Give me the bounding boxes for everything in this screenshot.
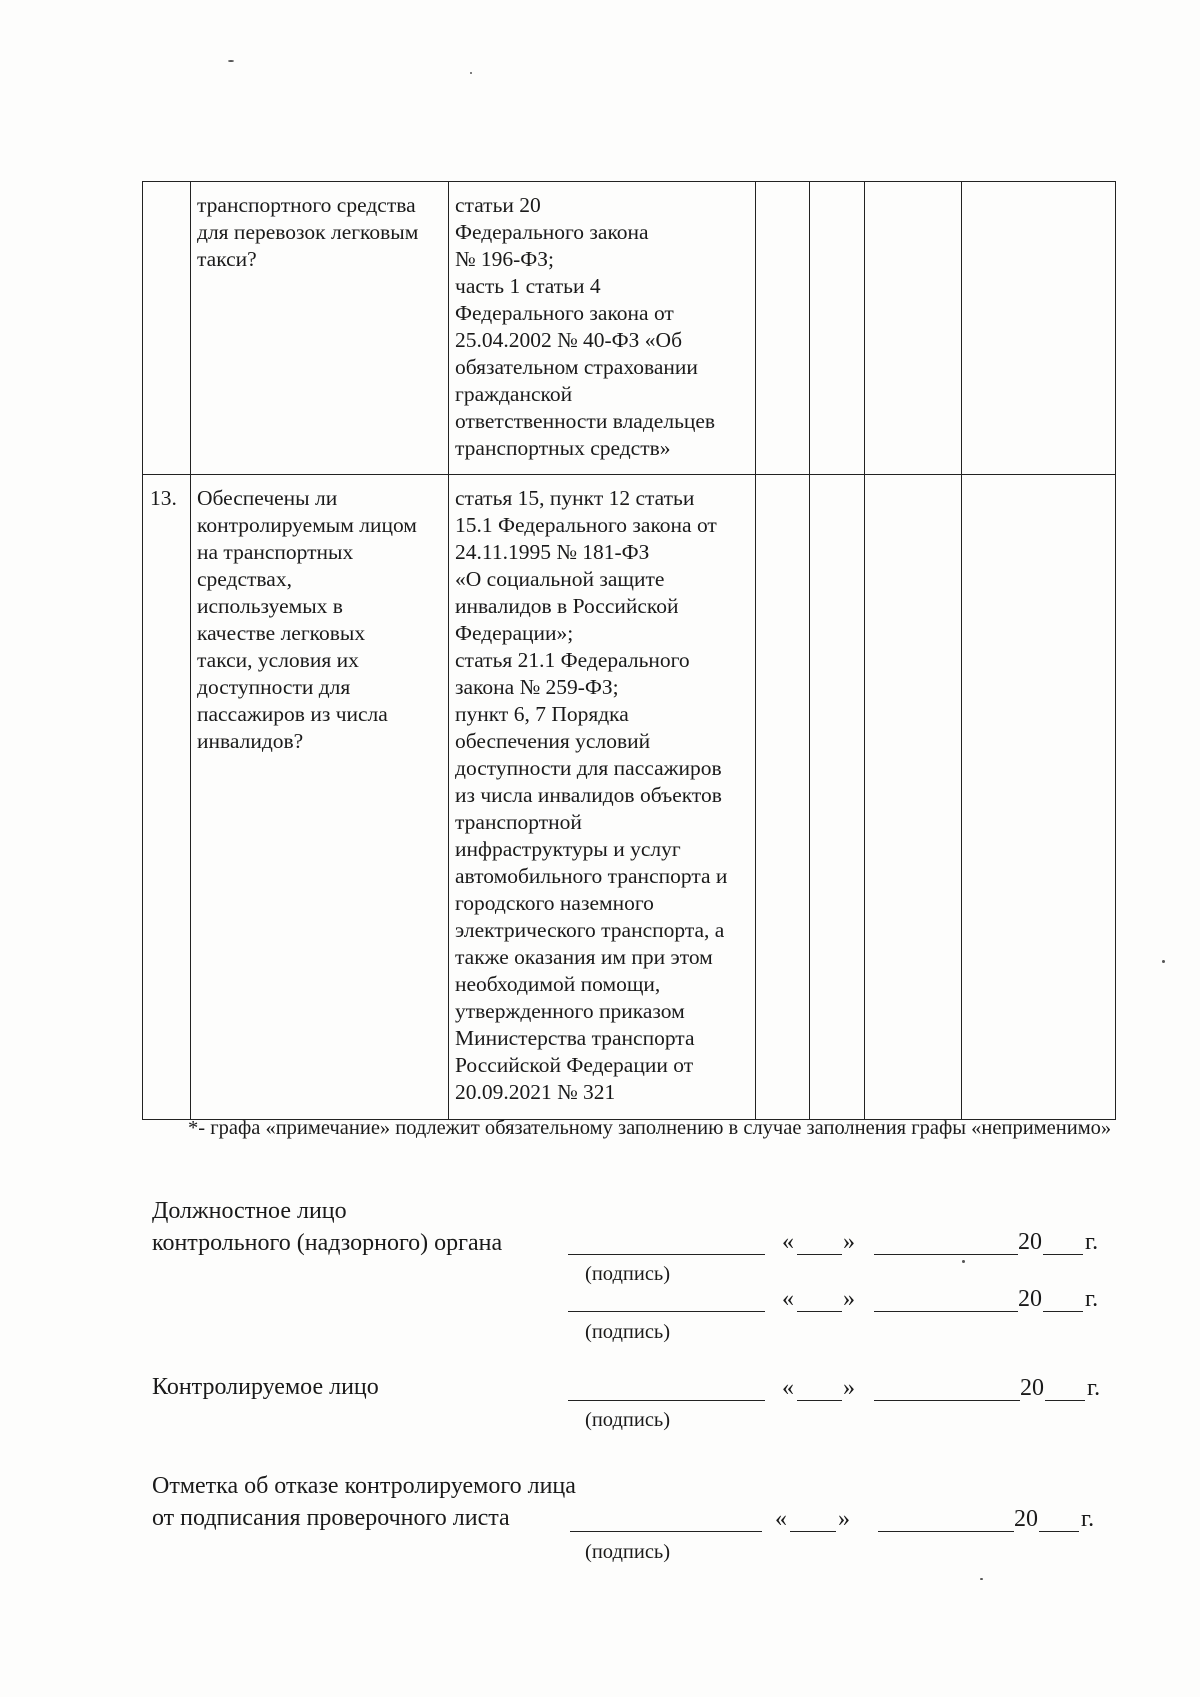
- answer-no-cell[interactable]: [810, 182, 865, 475]
- answer-yes-cell[interactable]: [756, 182, 810, 475]
- year-prefix: 20: [1020, 1375, 1044, 1401]
- year-field[interactable]: [1039, 1531, 1079, 1532]
- year-suffix: г.: [1085, 1229, 1099, 1255]
- row-number-cell: 13.: [143, 475, 191, 1120]
- year-suffix: г.: [1087, 1375, 1101, 1401]
- scan-speck: [962, 1260, 965, 1263]
- day-field[interactable]: [797, 1400, 842, 1401]
- year-field[interactable]: [1043, 1311, 1083, 1312]
- legal-basis-cell: статьи 20 Федерального закона № 196-ФЗ; часть 1 статьи 4 Федерального закона от 25.04.2002 № 40-ФЗ «Об обязательном страховании гражданской ответственности владельцев транспортных средств»: [449, 182, 756, 475]
- scan-speck: [1162, 960, 1165, 963]
- year-prefix: 20: [1018, 1286, 1042, 1312]
- official-label-line2: контрольного (надзорного) органа: [152, 1230, 503, 1256]
- scan-speck: [470, 72, 472, 74]
- day-field[interactable]: [790, 1531, 836, 1532]
- date-quote-close: »: [843, 1229, 855, 1255]
- month-field[interactable]: [874, 1254, 1018, 1255]
- signature-field[interactable]: [568, 1254, 765, 1255]
- month-field[interactable]: [874, 1311, 1018, 1312]
- date-quote-open: «: [782, 1375, 794, 1401]
- legal-basis-cell: статья 15, пункт 12 статьи 15.1 Федерального закона от 24.11.1995 № 181-ФЗ «О социальной защите инвалидов в Российской Федерации»; статья 21.1 Федерального закона № 259-ФЗ; пункт 6, 7 Порядка обеспечения условий доступности для пассажиров из числа инвалидов объектов транспортной инфраструктуры и услуг автомобильного транспорта и городского наземного электрического транспорта, а также оказания им при этом необходимой помощи, утвержденного приказом Министерства транспорта Российской Федерации от 20.09.2021 № 321: [449, 475, 756, 1120]
- date-quote-open: «: [782, 1286, 794, 1312]
- year-field[interactable]: [1045, 1400, 1085, 1401]
- date-quote-close: »: [843, 1286, 855, 1312]
- scan-speck: [980, 1578, 983, 1580]
- answer-no-cell[interactable]: [810, 475, 865, 1120]
- footnote: *- графа «примечание» подлежит обязательному заполнению в случае заполнения графы «неприменимо»: [188, 1117, 1112, 1139]
- answer-yes-cell[interactable]: [756, 475, 810, 1120]
- refusal-label-line2: от подписания проверочного листа: [152, 1505, 510, 1531]
- date-quote-open: «: [782, 1229, 794, 1255]
- year-prefix: 20: [1014, 1506, 1038, 1532]
- year-prefix: 20: [1018, 1229, 1042, 1255]
- signature-field[interactable]: [568, 1400, 765, 1401]
- checklist-table: [142, 181, 1116, 1120]
- question-cell: транспортного средства для перевозок легковым такси?: [191, 182, 449, 475]
- signature-field[interactable]: [570, 1531, 762, 1532]
- row-number-cell: [143, 182, 191, 475]
- signature-caption: (подпись): [585, 1541, 671, 1563]
- answer-not-applicable-cell[interactable]: [865, 182, 962, 475]
- official-label-line1: Должностное лицо: [152, 1198, 347, 1224]
- table-row: [143, 475, 1116, 1120]
- year-suffix: г.: [1081, 1506, 1095, 1532]
- signature-field[interactable]: [568, 1311, 765, 1312]
- day-field[interactable]: [797, 1311, 842, 1312]
- signature-caption: (подпись): [585, 1263, 671, 1285]
- note-cell[interactable]: [962, 182, 1116, 475]
- month-field[interactable]: [878, 1531, 1014, 1532]
- note-cell[interactable]: [962, 475, 1116, 1120]
- signature-caption: (подпись): [585, 1409, 671, 1431]
- controlled-person-label: Контролируемое лицо: [152, 1374, 379, 1400]
- date-quote-open: «: [775, 1506, 787, 1532]
- year-field[interactable]: [1043, 1254, 1083, 1255]
- month-field[interactable]: [874, 1400, 1020, 1401]
- question-cell: Обеспечены ли контролируемым лицом на транспортных средствах, используемых в качестве легковых такси, условия их доступности для пассажиров из числа инвалидов?: [191, 475, 449, 1120]
- table-row: [143, 182, 1116, 475]
- date-quote-close: »: [843, 1375, 855, 1401]
- signature-caption: (подпись): [585, 1321, 671, 1343]
- year-suffix: г.: [1085, 1286, 1099, 1312]
- scan-speck: [228, 60, 234, 62]
- date-quote-close: »: [838, 1506, 850, 1532]
- day-field[interactable]: [797, 1254, 842, 1255]
- answer-not-applicable-cell[interactable]: [865, 475, 962, 1120]
- refusal-label-line1: Отметка об отказе контролируемого лица: [152, 1473, 576, 1499]
